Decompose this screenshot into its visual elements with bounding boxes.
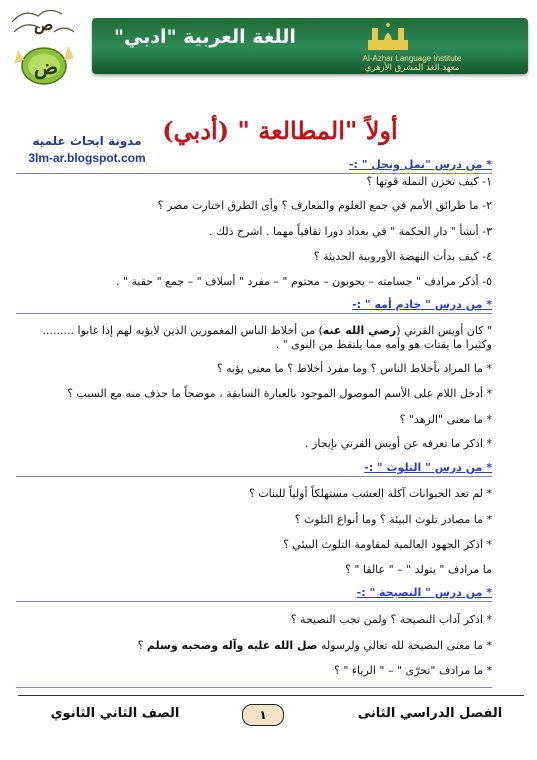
- question-line: ١- كيف تخزن النملة قوتها ؟: [366, 175, 492, 188]
- section-divider: [16, 601, 492, 602]
- section-title: * من درس " التلوث " :-: [364, 461, 492, 474]
- header-title: اللغة العربية "ادبي": [114, 26, 296, 48]
- section-divider: [16, 476, 492, 477]
- quote-line: وكثيرا ما يقتات هو وأمه مما يلتقط من النوى " .: [275, 338, 492, 351]
- svg-text:ص: ص: [34, 15, 54, 34]
- question-text: ؟: [137, 639, 147, 652]
- question-line: ٢- ما طرائق الأمم في جمع العلوم والمعارف ؟ وأى الطرق اختارت مصر ؟: [157, 199, 492, 212]
- question-line: ٤- كيف بدأت النهضة الأوروبية الحديثة ؟: [313, 250, 492, 263]
- question-line: * اذكر ما تعرفه عن أويس القرني بإيجاز .: [305, 437, 492, 450]
- blog-url[interactable]: 3lm-ar.blogspot.com: [28, 151, 146, 165]
- question-line: ٥- أذكر مرادف " جسامته – يجوبون – محتوم " – مفرد " أسلاف " – جمع " حقبة " .: [115, 275, 492, 288]
- question-line: * أدخل اللام على الأسم الموصول الموجود بالعبارة السابقة ، موضحاً ما حذف منه مع السبب ؟: [67, 387, 492, 400]
- page-title: أولاً "المطالعة " (أدبي): [162, 116, 398, 145]
- honorific-text: رضي الله عنه: [322, 324, 397, 337]
- question-line: ما مرادف " يتولد " – " عالقا " ؟: [345, 563, 492, 576]
- svg-text:ض: ض: [34, 55, 59, 79]
- institute-name-en: Al-Azhar Language Institute: [362, 54, 462, 63]
- footer-grade: الصف الثاني الثانوي: [50, 706, 180, 721]
- question-line: * ما المراد بأخلاط الناس ؟ وما مفرد أخلاط ؟ ما معنى يؤبه ؟: [216, 362, 492, 375]
- question-line: * اذكر آداب النصيحة ؟ ولمن تجب النصيحة ؟: [290, 613, 492, 626]
- footer-term: الفصل الدراسي الثانى: [357, 706, 503, 721]
- footer-divider: [18, 695, 524, 696]
- quote-line: [16, 324, 492, 338]
- page-number-badge: ١: [242, 704, 284, 726]
- institute-name-ar: معهد الغد المشرق الأزهري: [364, 63, 460, 73]
- blog-name: مدونة ابحاث علميه: [32, 134, 142, 148]
- quote-text: " كان أويس القرني (: [396, 324, 492, 337]
- section-title: * من درس " النصيحة " :-: [356, 586, 492, 599]
- section-divider: [16, 313, 492, 314]
- question-line: * ما مصادر تلوث البيئة ؟ وما أنواع التلوث ؟: [294, 513, 492, 526]
- question-text: * ما معنى النصيحة لله تعالي ولرسوله: [317, 639, 492, 652]
- section-divider: [16, 173, 492, 174]
- question-line: * ما مرادف "تحرّى " – " الرياء " ؟: [333, 664, 492, 677]
- question-line: [16, 639, 492, 653]
- section-divider: [16, 687, 492, 688]
- question-line: * لم تعد الحيوانات آكلة العشب مستهلكاً أولياً للبنات ؟: [248, 487, 492, 500]
- quote-text: ) من أخلاط الناس المغمورين الذين لايؤبه لهم إذا غابوا .........: [42, 324, 323, 337]
- question-line: ٣- أنشأ " دار الحكمة " في بغداد دورا ثقافياً مهما . اشرح ذلك .: [209, 225, 492, 238]
- section-title: * من درس "نمل ونحل " :-: [348, 158, 492, 171]
- decorative-logo: [4, 2, 82, 88]
- question-line: * اذكر الجهود العالمية لمقاومة التلوث البيئي ؟: [283, 538, 492, 551]
- institute-logo-icon: [366, 22, 410, 52]
- honorific-text: صل الله عليه وآله وصحبه وسلم: [146, 639, 318, 652]
- question-line: * ما معنى "الزهد" ؟: [399, 413, 492, 426]
- section-title: * من درس " خادم أمه " :-: [352, 298, 492, 311]
